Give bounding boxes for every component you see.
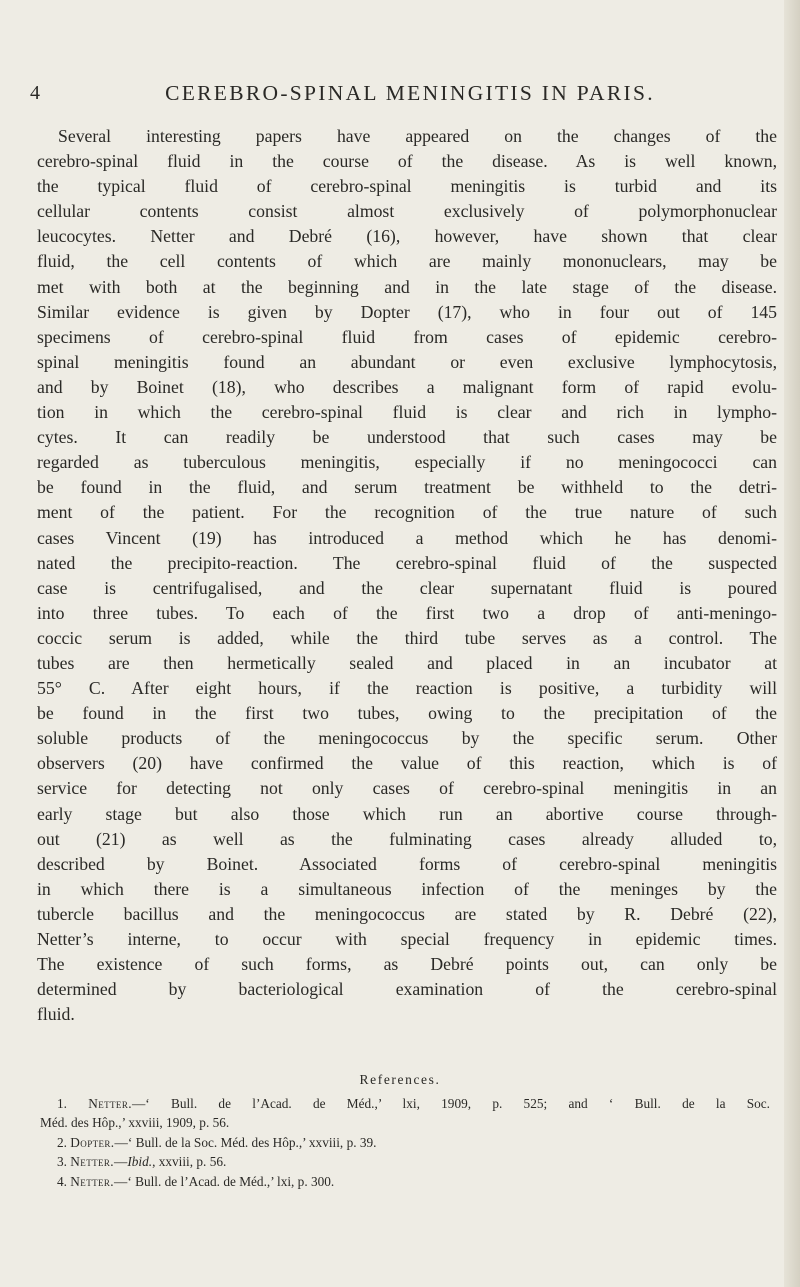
text-line: 55° C. After eight hours, if the reaction is positive, a turbidity will: [37, 678, 777, 699]
text-line: case is centrifugalised, and the clear supernatant fluid is poured: [37, 577, 777, 598]
text-line: spinal meningitis found an abundant or even exclusive lymphocytosis,: [37, 351, 777, 372]
text-line: coccic serum is added, while the third tube serves as a control. The: [37, 627, 777, 648]
text-line: in which there is a simultaneous infection of the meninges by the: [37, 878, 777, 899]
text-line: determined by bacteriological examination of the cerebro-spinal: [37, 979, 777, 1000]
text-line: service for detecting not only cases of cerebro-spinal meningitis in an: [37, 778, 777, 799]
reference-line: 1. Netter.—‘ Bull. de l’Acad. de Méd.,’ lxi, 1909, p. 525; and ‘ Bull. de la Soc.: [57, 1096, 771, 1111]
text-line: and by Boinet (18), who describes a malignant form of rapid evolu-: [37, 376, 777, 397]
text-line: specimens of cerebro-spinal fluid from cases of epidemic cerebro-: [37, 326, 777, 347]
text-line: tion in which the cerebro-spinal fluid is clear and rich in lympho-: [37, 402, 777, 423]
text-line: cerebro-spinal fluid in the course of the disease. As is well known,: [37, 151, 777, 172]
text-line: early stage but also those which run an abortive course through-: [37, 803, 777, 824]
references-list: [40, 1094, 770, 1191]
text-line: out (21) as well as the fulminating cases already alluded to,: [37, 828, 777, 849]
text-line: Netter’s interne, to occur with special frequency in epidemic times.: [37, 929, 777, 949]
text-line: tubes are then hermetically sealed and placed in an incubator at: [37, 652, 777, 673]
reference-author: Netter.: [70, 1154, 115, 1170]
page-header: [30, 78, 790, 108]
reference-author: Dopter.: [70, 1134, 115, 1150]
reference-line: 3. Netter.—Ibid., xxviii, p. 56.: [57, 1154, 227, 1170]
page-edge-shadow: [784, 0, 800, 1287]
text-line: the typical fluid of cerebro-spinal meningitis is turbid and its: [37, 176, 777, 197]
reference-author: Netter.: [88, 1096, 132, 1111]
text-line: nated the precipito-reaction. The cerebro-spinal fluid of the suspected: [37, 552, 777, 573]
text-line: cellular contents consist almost exclusively of polymorphonuclear: [37, 201, 777, 222]
text-line: observers (20) have confirmed the value of this reaction, which is of: [37, 753, 777, 774]
text-line: described by Boinet. Associated forms of cerebro-spinal meningitis: [37, 853, 777, 874]
text-line: Several interesting papers have appeared on the changes of the: [58, 126, 777, 146]
text-line: Similar evidence is given by Dopter (17), who in four out of 145: [37, 301, 777, 322]
text-line: cytes. It can readily be understood that such cases may be: [37, 427, 777, 448]
page-number: 4: [30, 82, 40, 104]
references-heading: References.: [359, 1072, 441, 1087]
running-title: CEREBRO-SPINAL MENINGITIS IN PARIS.: [165, 81, 655, 105]
text-line: cases Vincent (19) has introduced a method which he has denomi-: [37, 527, 777, 548]
reference-line: 4. Netter.—‘ Bull. de l’Acad. de Méd.,’ lxi, p. 300.: [57, 1173, 335, 1189]
text-line: leucocytes. Netter and Debré (16), however, have shown that clear: [37, 226, 777, 247]
text-line: regarded as tuberculous meningitis, especially if no meningococci can: [37, 452, 777, 473]
text-line: fluid, the cell contents of which are mainly mononuclears, may be: [37, 251, 777, 272]
text-line: ment of the patient. For the recognition of the true nature of such: [37, 502, 777, 523]
text-line: be found in the first two tubes, owing to the precipitation of the: [37, 703, 777, 724]
reference-author: Netter.: [70, 1173, 115, 1189]
text-line: met with both at the beginning and in the late stage of the disease.: [37, 276, 777, 297]
text-line: into three tubes. To each of the first two a drop of anti-meningo-: [37, 602, 777, 623]
text-line: tubercle bacillus and the meningococcus are stated by R. Debré (22),: [37, 903, 777, 924]
text-line: The existence of such forms, as Debré points out, can only be: [37, 954, 777, 975]
body-paragraph: [37, 124, 777, 1027]
reference-line: Méd. des Hôp.,’ xxviii, 1909, p. 56.: [40, 1115, 230, 1131]
text-line: fluid.: [37, 1004, 75, 1025]
text-line: soluble products of the meningococcus by the specific serum. Other: [37, 728, 777, 749]
text-line: be found in the fluid, and serum treatment be withheld to the detri-: [37, 477, 777, 498]
reference-line: 2. Dopter.—‘ Bull. de la Soc. Méd. des Hôp.,’ xxviii, p. 39.: [57, 1134, 377, 1150]
